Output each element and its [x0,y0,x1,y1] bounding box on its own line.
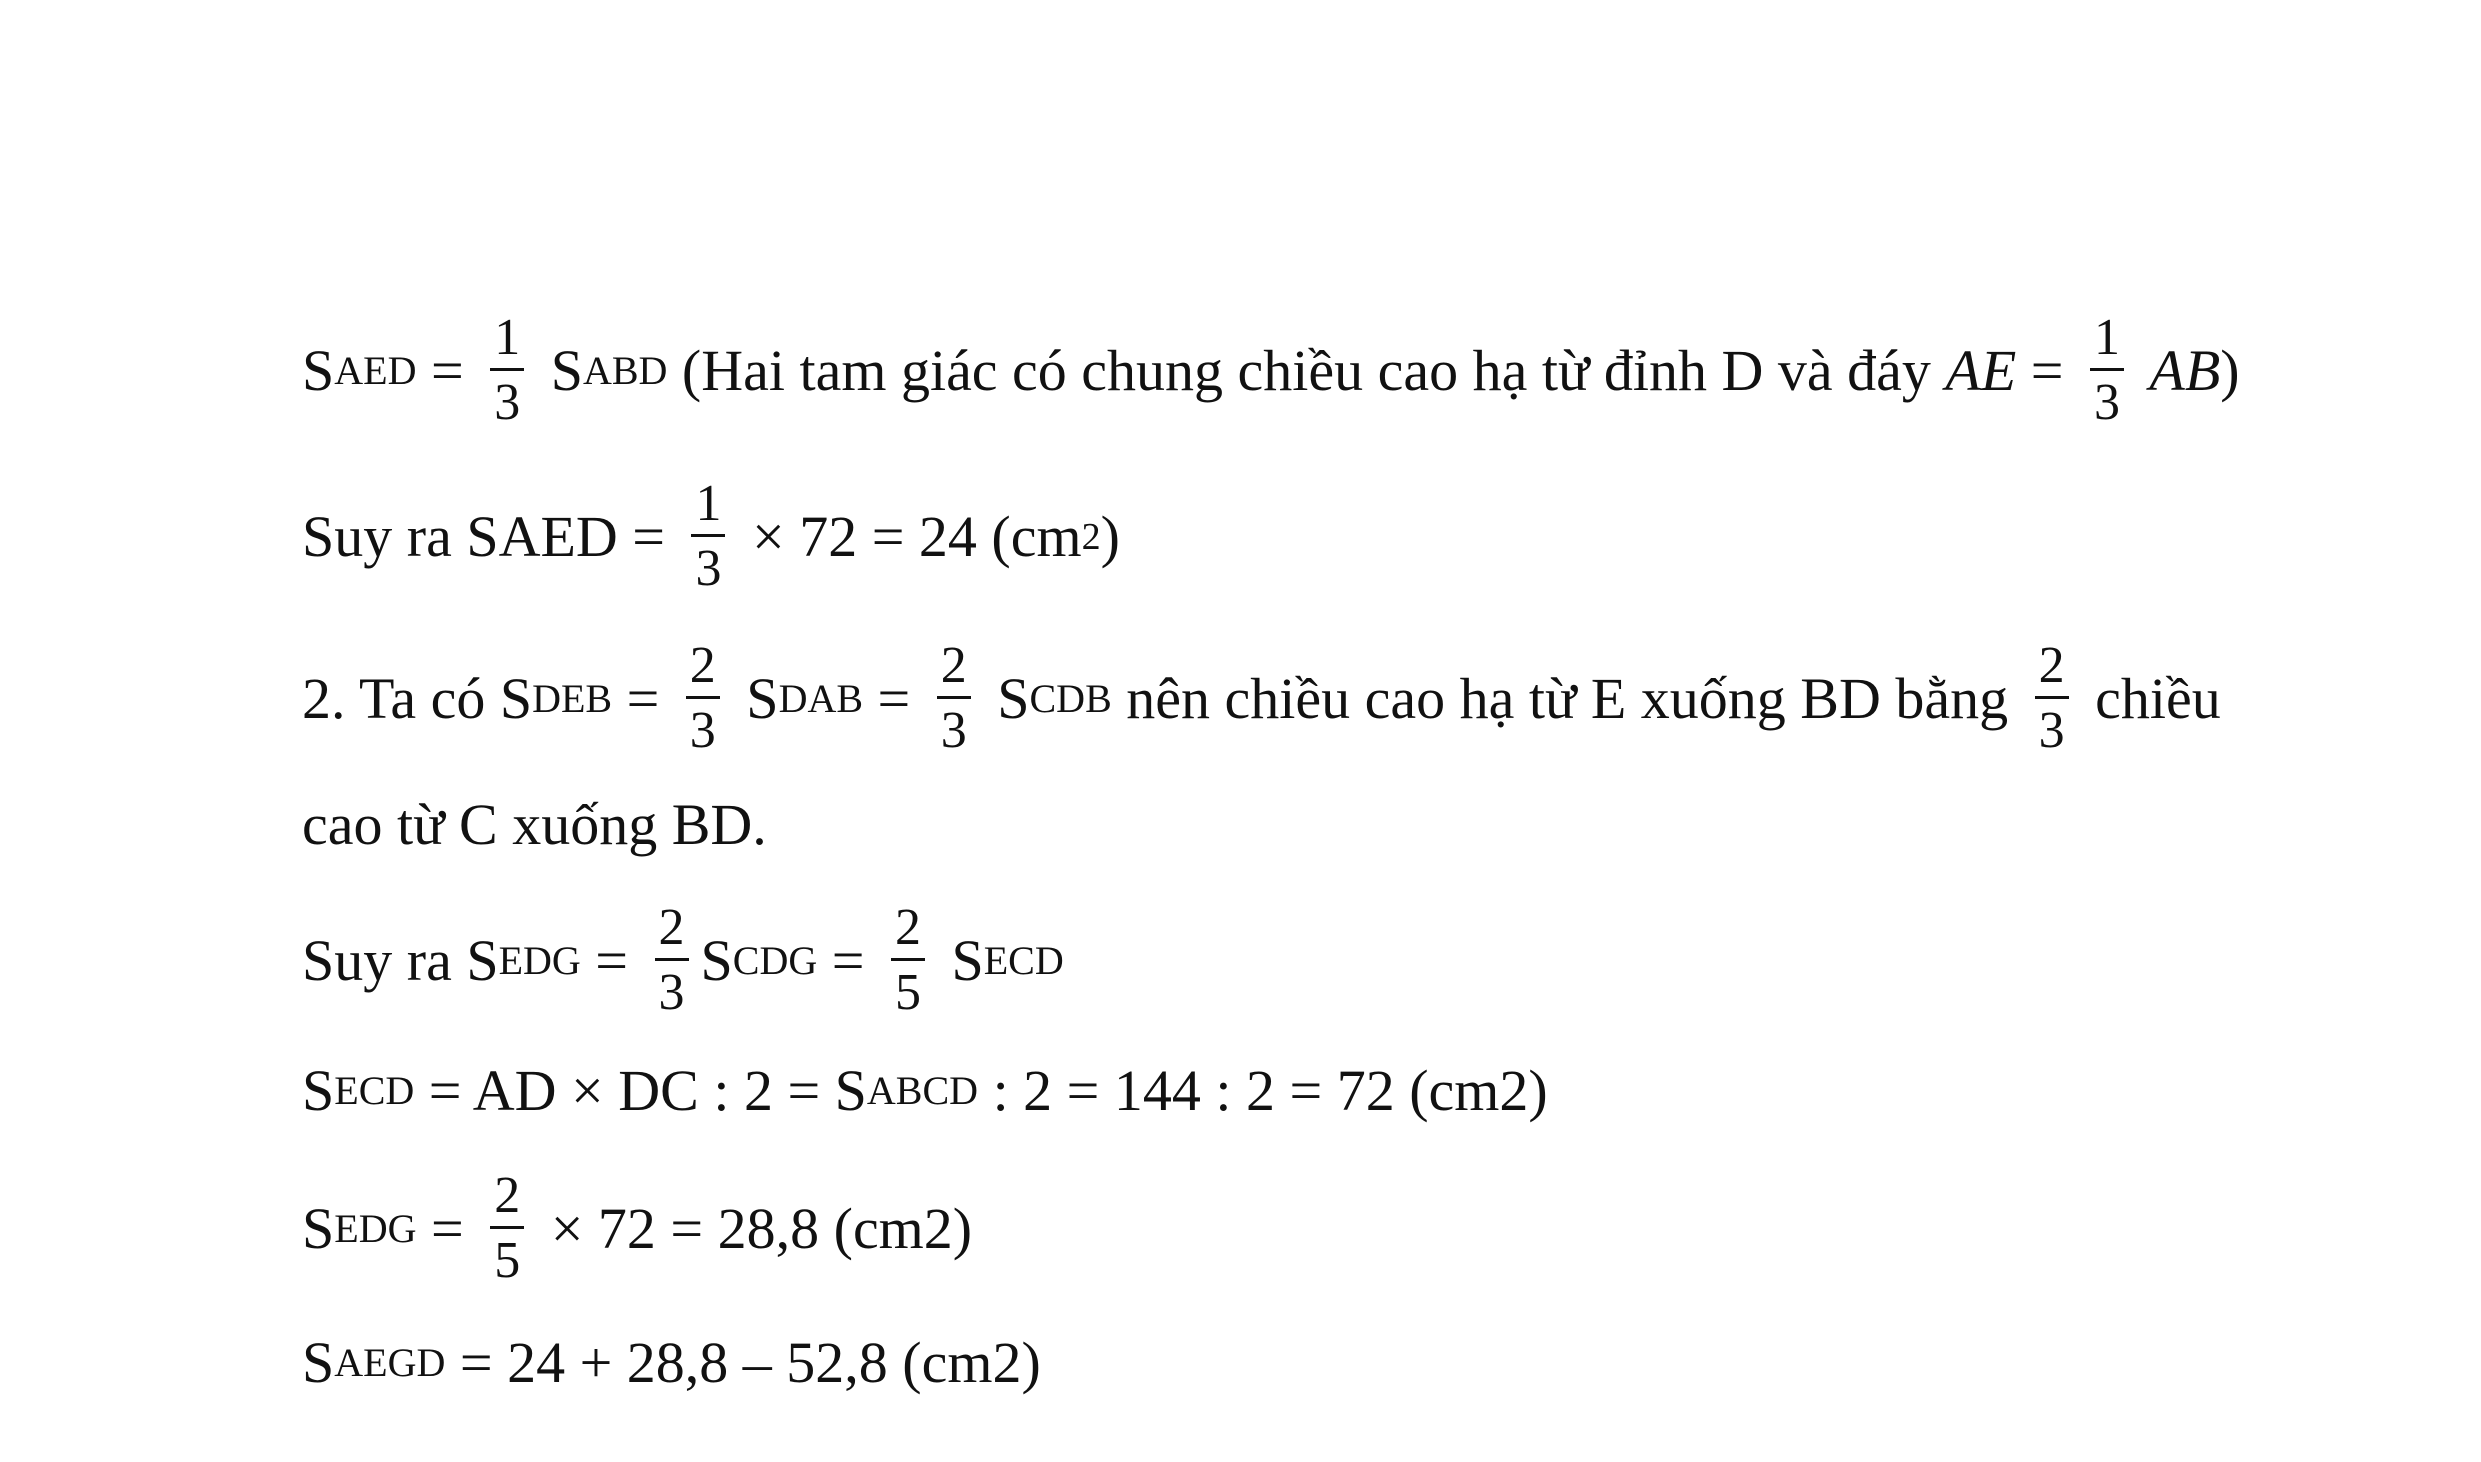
fraction-denominator: 5 [894,964,921,1021]
text-segment: S [302,1195,335,1261]
text-segment: × 72 = 24 (cm [737,503,1082,569]
line-height-conclusion [302,792,767,857]
fraction-numerator: 2 [940,637,967,694]
fraction [490,309,524,431]
fraction-numerator: 2 [2038,637,2065,694]
text-segment: = [416,1195,479,1261]
text-segment: = [863,665,925,731]
line-area-edg-ratio: Suy ra S EDG = $\frac{2}{3}$ S CDG = $\frac{2}{5}$ S ECD [302,899,1064,1021]
fraction-numerator: 2 [494,1167,521,1224]
fraction-denominator: 3 [940,702,967,759]
text-segment: S [536,337,583,403]
fraction-numerator: 2 [658,899,685,956]
text-segment: S [302,337,335,403]
fraction-denominator: 3 [494,374,521,431]
text-segment: S [700,927,733,993]
text-segment: Suy ra SAED = [302,503,680,569]
text-segment: (Hai tam giác có chung chiều cao hạ từ đỉnh D và đáy [667,337,1946,403]
fraction-numerator: 1 [695,475,722,532]
fraction-denominator: 3 [689,702,716,759]
fraction [2035,637,2069,759]
line-area-ecd-value: S ECD = AD × DC : 2 = S ABCD : 2 = 144 : 2 = 72 (cm2) [302,1058,1548,1123]
line-area-aed-value: Suy ra SAED = $\frac{1}{3}$ × 72 = 24 (cm 2 ) [302,475,1120,597]
line-area-deb-ratio: 2. Ta có S DEB = $\frac{2}{3}$ S DAB = $\frac{2}{3}$ S CDB nên chiều cao hạ từ E xuống BD bằng $\frac{2}{3}$ chiều [302,637,2221,759]
text-segment: nên chiều cao hạ từ E xuống BD bằng [1111,665,2023,731]
fraction [490,1167,524,1289]
fraction-numerator: 2 [689,637,716,694]
text-segment: S [302,1330,335,1395]
fraction-numerator: 1 [2093,309,2120,366]
text-segment: = [416,337,479,403]
fraction-denominator: 3 [2093,374,2120,431]
text-segment: × 72 = 28,8 (cm2) [536,1195,973,1261]
text-segment: = [2016,337,2078,403]
fraction [691,475,725,597]
text-segment: cao từ C xuống BD. [302,792,767,857]
text-segment: S [936,927,984,993]
text-segment: S [302,1058,335,1123]
text-segment: ) [1100,503,1120,569]
fraction-denominator: 3 [658,964,685,1021]
text-segment: : 2 = 144 : 2 = 72 (cm2) [978,1058,1548,1123]
text-segment: ) [2220,337,2240,403]
fraction-numerator: 1 [494,309,521,366]
text-segment: 2. Ta có S [302,665,533,731]
fraction [937,637,971,759]
fraction-denominator: 5 [494,1232,521,1289]
text-segment: = [817,927,879,993]
fraction [2090,309,2124,431]
line-area-aegd-total: S AEGD = 24 + 28,8 – 52,8 (cm2) [302,1330,1041,1395]
text-segment: chiều [2080,665,2221,731]
text-segment: = AD × DC : 2 = S [414,1058,867,1123]
text-segment: Suy ra S [302,927,499,993]
text-segment: S [982,665,1030,731]
fraction [686,637,720,759]
text-segment: = 24 + 28,8 – 52,8 (cm2) [445,1330,1041,1395]
italic-segment: AE [1945,337,2017,403]
text-segment: = [612,665,674,731]
line-area-aed-ratio: S AED = $\frac{1}{3}$ S ABD (Hai tam giác có chung chiều cao hạ từ đỉnh D và đáy AE = $\frac{1}{3}$ AB ) [302,309,2240,431]
line-area-edg-value: S EDG = $\frac{2}{5}$ × 72 = 28,8 (cm2) [302,1167,973,1289]
fraction-denominator: 3 [2038,702,2065,759]
fraction [891,899,925,1021]
fraction-denominator: 3 [695,540,722,597]
fraction [655,899,689,1021]
fraction-numerator: 2 [894,899,921,956]
text-segment: S [731,665,779,731]
italic-segment: AB [2135,337,2221,403]
text-segment: = [580,927,643,993]
